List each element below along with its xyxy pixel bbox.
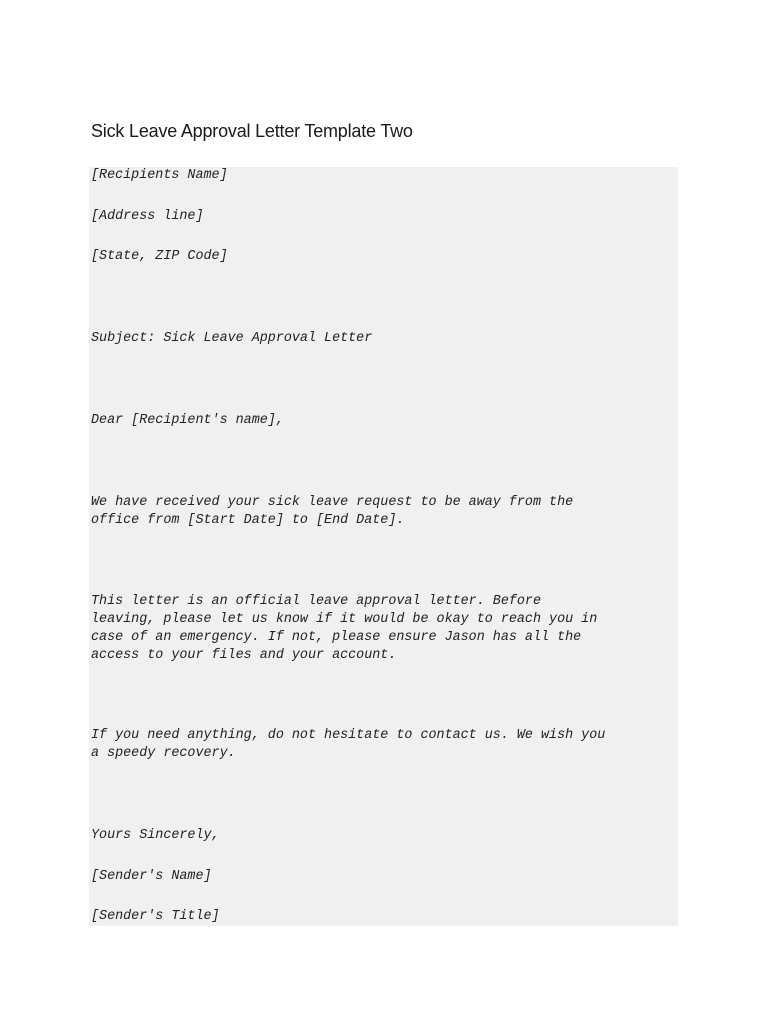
page-title: Sick Leave Approval Letter Template Two	[91, 121, 413, 141]
paragraph-request-received: We have received your sick leave request to be away from the office from [Start Date] to [End Date].	[91, 495, 574, 528]
closing: Yours Sincerely,	[91, 828, 220, 843]
address-line: [Address line]	[91, 209, 204, 224]
paragraph-closing-wishes: If you need anything, do not hesitate to contact us. We wish you a speedy recovery.	[91, 728, 606, 761]
salutation: Dear [Recipient's name],	[91, 413, 284, 428]
paragraph-approval: This letter is an official leave approval letter. Before leaving, please let us know if it would be okay to reach you in case of an emergency. If not, please ensure Jason has all the access to your files and your account.	[91, 594, 598, 663]
sender-title: [Sender's Title]	[91, 909, 220, 924]
subject-line: Subject: Sick Leave Approval Letter	[91, 331, 373, 346]
state-zip-line: [State, ZIP Code]	[91, 249, 228, 264]
recipient-name: [Recipients Name]	[91, 168, 228, 183]
letter-body	[89, 167, 678, 926]
sender-name: [Sender's Name]	[91, 869, 212, 884]
